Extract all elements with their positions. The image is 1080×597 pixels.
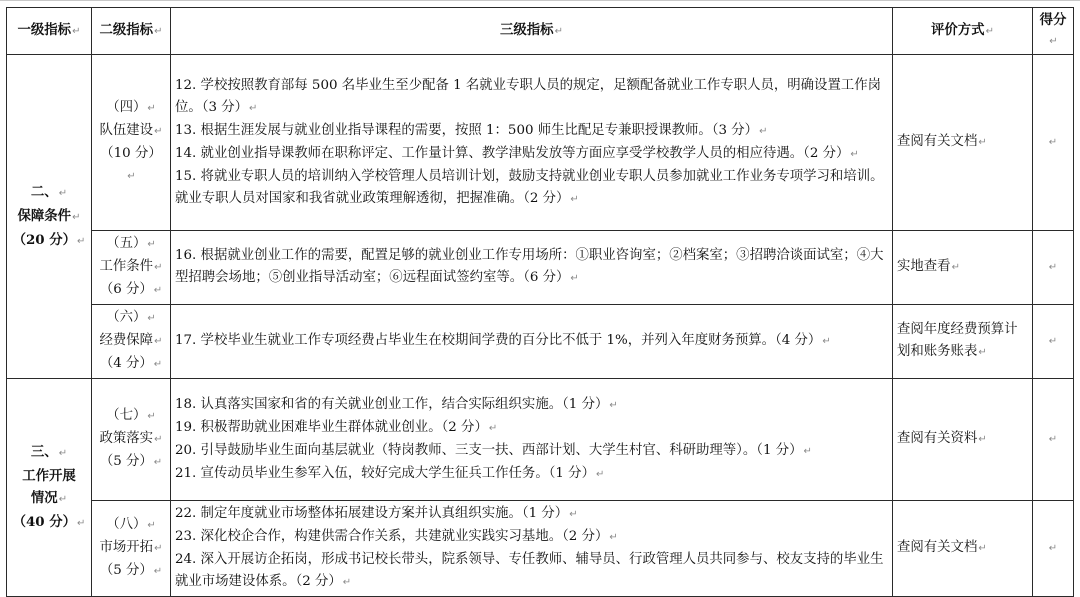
evaluation-table (6, 7, 1074, 597)
score-cell[interactable]: ↵ (1033, 379, 1074, 501)
indicator-item: 12. 学校按照教育部每 500 名毕业生至少配备 1 名就业专职人员的规定，足额配备就业工作专职人员，明确设置工作岗位。（3 分）↵ (175, 77, 882, 115)
header-level2: 二级指标↵ (92, 8, 171, 55)
score-cell[interactable]: ↵ (1033, 501, 1074, 597)
header-level1: 一级指标↵ (7, 8, 92, 55)
indicator-item: 15. 将就业专职人员的培训纳入学校管理人员培训计划，鼓励支持就业创业专职人员参加就业工作业务专项学习和培训。就业专职人员对国家和我省就业政策理解透彻，把握准确。（2 分）↵ (175, 168, 884, 206)
method-cell: 实地查看↵ (893, 231, 1033, 305)
table-row (7, 55, 1074, 231)
level1-cell: 二、↵ 保障条件↵ （20 分）↵ (7, 55, 92, 379)
header-level3: 三级指标↵ (171, 8, 893, 55)
method-cell: 查阅年度经费预算计划和账务账表↵ (893, 305, 1033, 379)
score-cell[interactable]: ↵ (1033, 231, 1074, 305)
score-cell[interactable]: ↵ (1033, 305, 1074, 379)
level2-cell: （八）↵ 市场开拓↵ （5 分）↵ (92, 501, 171, 597)
level3-cell (171, 231, 893, 305)
indicator-item: 21. 宣传动员毕业生参军入伍，较好完成大学生征兵工作任务。（1 分）↵ (175, 465, 605, 481)
level2-cell: （五）↵ 工作条件↵ （6 分）↵ (92, 231, 171, 305)
indicator-item: 20. 引导鼓励毕业生面向基层就业（特岗教师、三支一扶、西部计划、大学生村官、科研助理等）。（1 分）↵ (175, 442, 812, 458)
indicator-item: 24. 深入开展访企拓岗，形成书记校长带头，院系领导、专任教师、辅导员、行政管理人员共同参与、校友支持的毕业生就业市场建设体系。（2 分）↵ (175, 552, 884, 589)
level3-cell (171, 501, 893, 597)
indicator-item: 13. 根据生涯发展与就业创业指导课程的需要，按照 1：500 师生比配足专兼职授课教师。（3 分）↵ (175, 122, 768, 138)
level3-cell (171, 55, 893, 231)
indicator-item: 19. 积极帮助就业困难毕业生群体就业创业。（2 分）↵ (175, 419, 498, 435)
page-top-rule (0, 0, 1080, 1)
level3-cell (171, 379, 893, 501)
header-row (7, 8, 1074, 55)
level3-cell (171, 305, 893, 379)
method-cell: 查阅有关资料↵ (893, 379, 1033, 501)
score-cell[interactable]: ↵ (1033, 55, 1074, 231)
level2-cell: （四）↵ 队伍建设↵ （10 分）↵ (92, 55, 171, 231)
level1-cell: 三、↵ 工作开展 情况↵ （40 分）↵ (7, 379, 92, 597)
table-row (7, 231, 1074, 305)
indicator-item: 23. 深化校企合作，构建供需合作关系，共建就业实践实习基地。（2 分）↵ (175, 529, 618, 544)
indicator-item: 14. 就业创业指导课教师在职称评定、工作量计算、教学津贴发放等方面应享受学校教学人员的相应待遇。（2 分）↵ (175, 145, 859, 161)
header-score: 得分↵ (1033, 8, 1074, 55)
level2-cell: （七）↵ 政策落实↵ （5 分）↵ (92, 379, 171, 501)
method-cell: 查阅有关文档↵ (893, 501, 1033, 597)
indicator-item: 17. 学校毕业生就业工作专项经费占毕业生在校期间学费的百分比不低于 1%，并列入年度财务预算。（4 分）↵ (175, 333, 831, 348)
indicator-item: 16. 根据就业创业工作的需要，配置足够的就业创业工作专用场所：①职业咨询室；②档案室；③招聘洽谈面试室；④大型招聘会场地；⑤创业指导活动室；⑥远程面试签约室等。（6 分）↵ (175, 248, 884, 285)
level2-cell: （六）↵ 经费保障↵ （4 分）↵ (92, 305, 171, 379)
table-row (7, 501, 1074, 597)
indicator-item: 22. 制定年度就业市场整体拓展建设方案并认真组织实施。（1 分）↵ (175, 506, 578, 521)
header-method: 评价方式↵ (893, 8, 1033, 55)
table-row (7, 305, 1074, 379)
indicator-item: 18. 认真落实国家和省的有关就业创业工作，结合实际组织实施。（1 分）↵ (175, 396, 618, 412)
table-row (7, 379, 1074, 501)
method-cell: 查阅有关文档↵ (893, 55, 1033, 231)
